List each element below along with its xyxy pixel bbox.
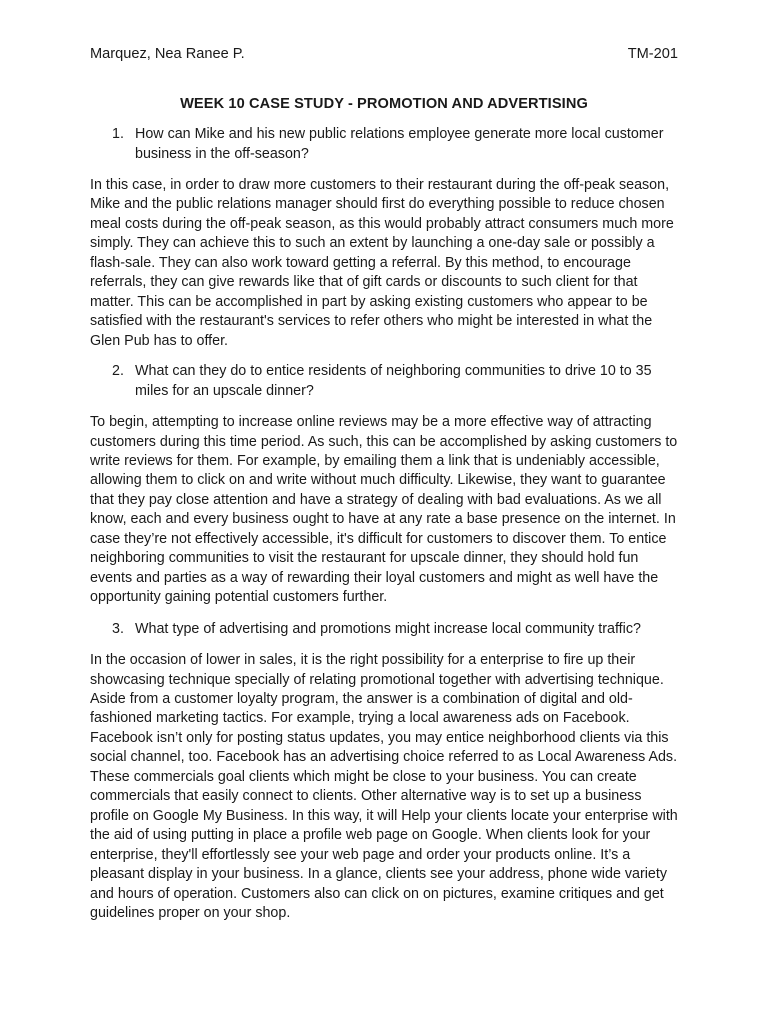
question-text: How can Mike and his new public relations employee generate more local customer business in the off-season? — [135, 126, 664, 162]
question-number: 1. — [112, 126, 124, 142]
course-code: TM-201 — [627, 46, 678, 62]
question-1 — [112, 125, 678, 164]
question-number: 2. — [112, 363, 124, 380]
question-3 — [112, 620, 678, 640]
question-text: What type of advertising and promotions might increase local community traffic? — [135, 620, 641, 637]
question-2 — [112, 362, 678, 401]
page-header — [90, 44, 678, 64]
question-text: What can they do to entice residents of neighboring communities to drive 10 to 35 miles for an upscale dinner? — [135, 363, 652, 399]
question-number: 3. — [112, 620, 124, 637]
answer-paragraph-2: To begin, attempting to increase online reviews may be a more effective way of attracting customers during this time period. As such, this can be accomplished by asking customers to write reviews for them. For example, by emailing them a link that is undeniably accessible, allowing them to click on and write without much difficulty. Likewise, they want to guarantee that they pay close attention and have a strategy of dealing with bad evaluations. As we all know, each and every business ought to have at any rate a base presence on the internet. In case they’re not effectively accessible, it's difficult for customers to discover them. To entice neighboring communities to visit the restaurant for upscale dinner, they should hold fun events and parties as a way of rewarding their loyal customers and might as well have the opportunity gaining potential customers further. — [90, 414, 678, 606]
author-name: Marquez, Nea Ranee P. — [90, 46, 245, 62]
answer-paragraph-1: In this case, in order to draw more customers to their restaurant during the off-peak season, Mike and the public relations manager should first do everything possible to reduce chosen meal costs during the off-peak season, as this would probably attract consumers much more simply. They can achieve this to such an extent by launching a one-day sale or possibly a flash-sale. They can also work toward getting a referral. By this method, to encourage referrals, they can give rewards like that of gift cards or discounts to such client for that matter. This can be accomplished in part by asking existing customers who appear to be satisfied with the restaurant's services to refer others who might be interested in what the Glen Pub has to offer. — [90, 177, 674, 349]
document-page — [90, 44, 678, 923]
document-title: WEEK 10 CASE STUDY - PROMOTION AND ADVERTISING — [180, 96, 588, 112]
answer-paragraph-3: In the occasion of lower in sales, it is the right possibility for a enterprise to fire up their showcasing technique specially of relating promotional together with advertising technique. Aside from a customer loyalty program, the answer is a combination of digital and old-fashioned marketing tactics. For example, trying a local awareness ads on Facebook. Facebook isn’t only for posting status updates, you may entice neighborhood clients via this social channel, too. Facebook has an advertising choice referred to as Local Awareness Ads. These commercials goal clients which might be close to your business. You can create commercials that easily connect to clients. Other alternative way is to set up a business profile on Google My Business. In this way, it will Help your clients locate your enterprise with the aid of using putting in place a profile web page on Google. When clients look for your enterprise, they'll effortlessly see your web page and order your products online. It’s a pleasant display in your business. In a glance, clients see your address, phone wide variety and hours of operation. Customers also can click on on pictures, examine critiques and get guidelines proper on your shop. — [90, 652, 678, 921]
